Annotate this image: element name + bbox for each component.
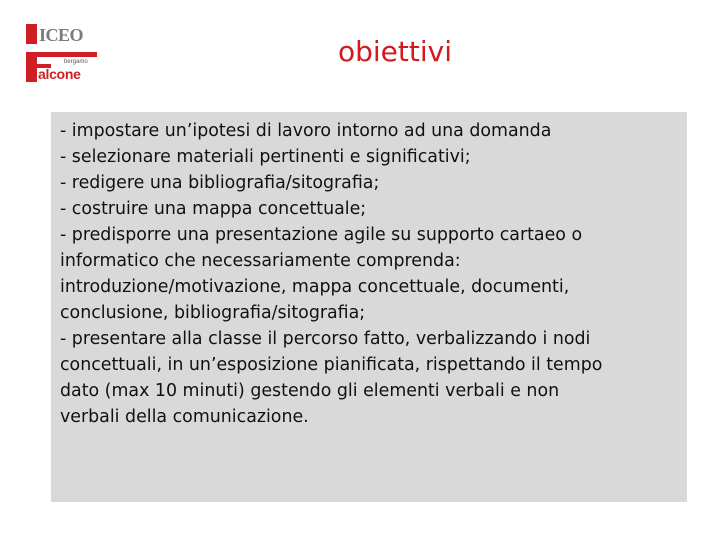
slide-title: obiettivi bbox=[338, 35, 452, 68]
content-box bbox=[51, 112, 687, 502]
content-line: informatico che necessariamente comprenda: bbox=[60, 251, 461, 271]
content-line: dato (max 10 minuti) gestendo gli elementi verbali e non bbox=[60, 381, 560, 401]
content-line: introduzione/motivazione, mappa concettuale, documenti, bbox=[60, 277, 570, 297]
logo-f-block bbox=[26, 52, 37, 82]
content-line: - predisporre una presentazione agile su supporto cartaeo o bbox=[60, 225, 583, 245]
logo-l-block bbox=[26, 24, 37, 44]
content-line: - redigere una bibliografia/sitografia; bbox=[60, 173, 380, 193]
logo-top-word: ICEO bbox=[39, 25, 84, 45]
content-line: - costruire una mappa concettuale; bbox=[60, 199, 367, 219]
logo-top-row bbox=[26, 22, 94, 46]
content-line: conclusione, bibliografia/sitografia; bbox=[60, 303, 366, 323]
content-line: - selezionare materiali pertinenti e significativi; bbox=[60, 147, 471, 167]
content-line: - presentare alla classe il percorso fatto, verbalizzando i nodi bbox=[60, 329, 591, 349]
school-logo bbox=[26, 22, 98, 84]
logo-bottom-row bbox=[26, 52, 98, 82]
content-line: concettuali, in un’esposizione pianificata, rispettando il tempo bbox=[60, 355, 603, 375]
logo-name: alcone bbox=[38, 66, 81, 82]
logo-city: bergamo bbox=[64, 59, 88, 65]
logo-f-bar-top bbox=[37, 52, 97, 57]
content-line: verbali della comunicazione. bbox=[60, 407, 309, 427]
content-line: - impostare un’ipotesi di lavoro intorno ad una domanda bbox=[60, 121, 552, 141]
